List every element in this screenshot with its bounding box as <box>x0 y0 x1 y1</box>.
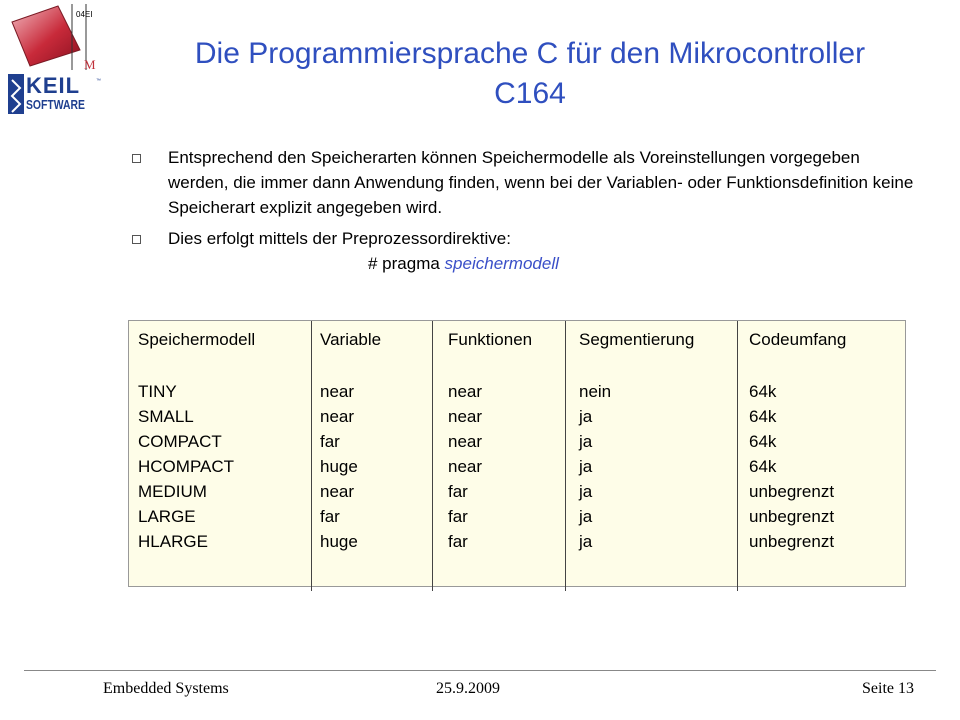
table-cell: ja <box>579 457 593 476</box>
table-cell: far <box>320 507 340 526</box>
table-cell: SMALL <box>138 407 194 426</box>
column-divider <box>432 321 433 591</box>
table-cell: 64k <box>749 382 777 401</box>
table-cell: ja <box>579 507 593 526</box>
table-cell: MEDIUM <box>138 482 207 501</box>
table-cell: HCOMPACT <box>138 457 235 476</box>
footer-date: 25.9.2009 <box>436 680 500 697</box>
table-cell: 64k <box>749 457 777 476</box>
table-cell: huge <box>320 532 358 551</box>
logo-trademark: ™ <box>96 78 101 84</box>
table-header: Segmentierung <box>579 330 695 349</box>
logo-m-label: M <box>84 57 96 72</box>
table-cell: HLARGE <box>138 532 208 551</box>
table-cell: near <box>320 407 355 426</box>
table-cell: far <box>448 482 468 501</box>
table-cell: unbegrenzt <box>749 507 835 526</box>
column-divider <box>565 321 566 591</box>
keil-logo <box>0 0 120 125</box>
bullet-item <box>130 145 920 220</box>
footer-page-number: Seite 13 <box>862 680 914 697</box>
logo-top-text: 04EI <box>76 10 93 19</box>
table-cell: TINY <box>138 382 177 401</box>
table-cell: far <box>320 432 340 451</box>
table-cell: near <box>320 382 355 401</box>
table-cell: 64k <box>749 432 777 451</box>
memory-model-table <box>128 320 906 587</box>
table-cell: near <box>448 432 483 451</box>
table-cell: ja <box>579 482 593 501</box>
square-bullet-icon <box>132 154 141 163</box>
table-column-speichermodell <box>129 321 255 586</box>
slide-title-line1: Die Programmiersprache C für den Mikrocontroller <box>194 37 866 70</box>
bullet-list <box>130 145 920 276</box>
slide-title <box>150 34 910 114</box>
table-cell: 64k <box>749 407 777 426</box>
pragma-line <box>130 251 920 276</box>
table-cell: far <box>448 507 468 526</box>
logo-brand: KEIL <box>26 73 81 98</box>
bullet-text: Dies erfolgt mittels der Preprozessordirektive: <box>168 229 511 248</box>
table-cell: ja <box>579 432 593 451</box>
table-cell: unbegrenzt <box>749 532 835 551</box>
slide-title-line2: C164 <box>494 77 566 110</box>
table-cell: COMPACT <box>138 432 222 451</box>
table-cell: LARGE <box>138 507 196 526</box>
table-header: Codeumfang <box>749 330 847 349</box>
footer-divider <box>24 670 936 671</box>
table-header: Speichermodell <box>138 330 256 349</box>
table-cell: nein <box>579 382 612 401</box>
bullet-text: Entsprechend den Speicherarten können Speichermodelle als Voreinstellungen vorgegeben werden, die immer dann Anwendung finden, wenn bei der Variablen- oder Funktionsdefinition keine Speicherart explizit angegeben wird. <box>168 148 914 217</box>
logo-brand-sub: SOFTWARE <box>26 97 85 112</box>
table-column-segmentierung <box>570 321 694 586</box>
table-header: Variable <box>320 330 382 349</box>
table-cell: far <box>448 532 468 551</box>
table-cell: near <box>448 382 483 401</box>
table-column-codeumfang <box>740 321 846 586</box>
table-cell: near <box>448 407 483 426</box>
table-cell: ja <box>579 407 593 426</box>
table-column-funktionen <box>439 321 532 586</box>
table-cell: ja <box>579 532 593 551</box>
square-bullet-icon <box>132 235 141 244</box>
bullet-item <box>130 226 920 251</box>
table-cell: near <box>448 457 483 476</box>
table-cell: near <box>320 482 355 501</box>
table-cell: unbegrenzt <box>749 482 835 501</box>
pragma-prefix: # pragma <box>368 254 445 273</box>
table-cell: huge <box>320 457 358 476</box>
table-header: Funktionen <box>448 330 533 349</box>
column-divider <box>737 321 738 591</box>
footer-left: Embedded Systems <box>103 680 229 697</box>
table-column-variable <box>311 321 381 586</box>
pragma-keyword: speichermodell <box>444 254 559 273</box>
